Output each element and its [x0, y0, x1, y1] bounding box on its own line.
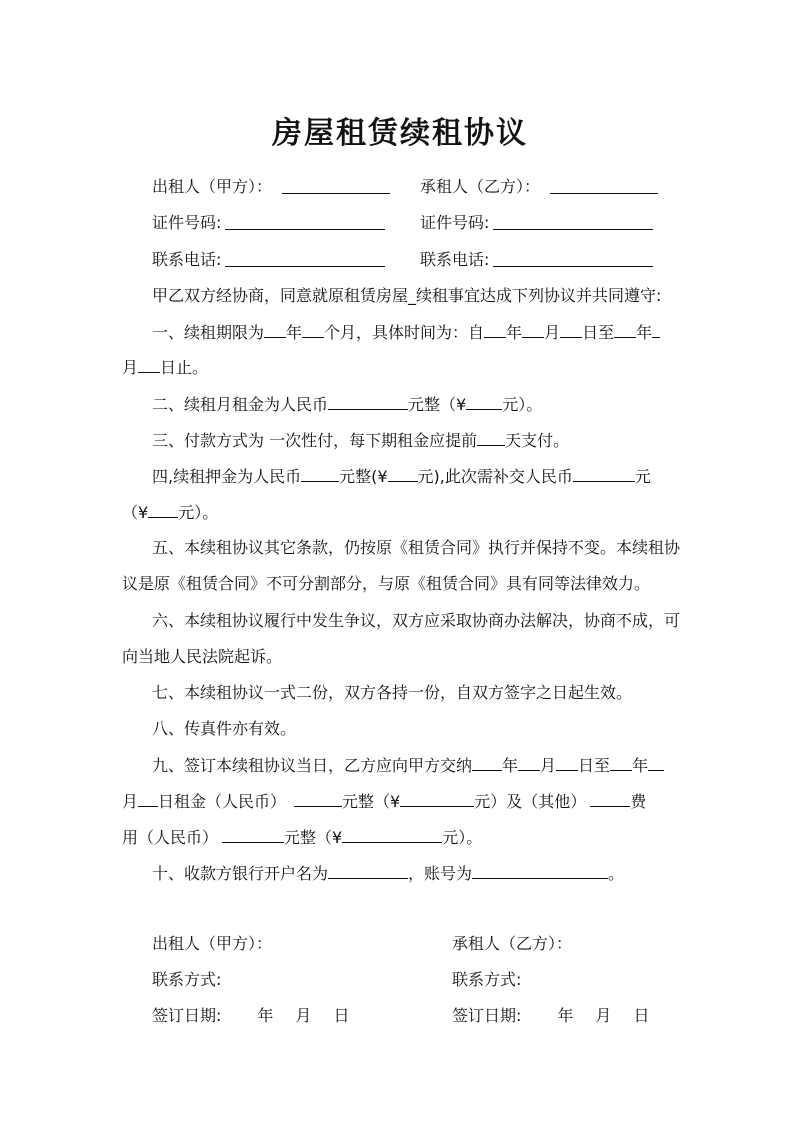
blank: [302, 322, 324, 338]
clause-4-line-1: [152, 466, 651, 487]
clause-5-line-1: 五、本续租协议其它条款，仍按原《租赁合同》执行并保持不变。本续租协: [152, 538, 681, 557]
lessor-label: 出租人（甲方）：: [152, 177, 273, 196]
clause-9-line-3: [122, 827, 482, 848]
clause-1-year: 年: [286, 323, 303, 342]
lessee-blank: [550, 178, 658, 194]
signature-lessor-date: [152, 1006, 349, 1026]
blank: [472, 863, 608, 879]
date-day: 日: [333, 1006, 350, 1025]
clause-9-text: 九、签订本续租协议当日，乙方应向甲方交纳: [152, 756, 473, 775]
blank: [301, 466, 339, 482]
lessor-field: [152, 176, 390, 197]
blank: [342, 827, 442, 843]
blank: [138, 791, 158, 807]
signature-lessee-contact: 联系方式:: [452, 970, 522, 989]
blank: [294, 791, 342, 807]
blank: [648, 755, 664, 771]
blank: [560, 322, 582, 338]
blank: [477, 430, 505, 446]
clause-1-text: 一、续租期限为: [152, 323, 265, 342]
clause-9-month: 月: [122, 792, 139, 811]
clause-9-text: 日至: [578, 756, 611, 775]
clause-3-text: 天支付。: [505, 431, 570, 450]
clause-4-text: 元整(¥: [339, 467, 388, 486]
date-month: 月: [595, 1006, 612, 1025]
lessee-id-label: 证件号码:: [420, 213, 490, 232]
clause-9-text: 费: [630, 792, 647, 811]
signature-lessee: 承租人（乙方）：: [452, 934, 573, 953]
blank: [328, 394, 408, 410]
clause-3: [152, 430, 569, 451]
date-year: 年: [557, 1006, 574, 1025]
blank: [148, 502, 178, 518]
clause-1-month: 月: [122, 358, 139, 377]
lessor-id-label: 证件号码:: [152, 213, 222, 232]
lessor-phone-label: 联系电话:: [152, 250, 222, 269]
blank: [614, 322, 636, 338]
clause-6-line-1: 六、本续租协议履行中发生争议，双方应采取协商办法解决，协商不成，可: [152, 611, 681, 630]
clause-2-text: 二、续租月租金为人民币: [152, 395, 329, 414]
lessor-phone-blank: [225, 251, 385, 267]
document-title: 房屋租赁续租协议: [272, 116, 528, 151]
blank: [484, 322, 506, 338]
clause-1-year: 年: [506, 323, 523, 342]
lessee-id-blank: [493, 214, 653, 230]
clause-2-text: 元）。: [502, 395, 543, 414]
clause-9-year: 年: [502, 756, 519, 775]
clause-1-text: 日至: [582, 323, 615, 342]
clause-7: 七、本续租协议一式二份，双方各持一份，自双方签字之日起生效。: [152, 683, 633, 702]
clause-10: [152, 863, 624, 884]
clause-1-month: 月: [544, 323, 561, 342]
signature-lessor: 出租人（甲方）：: [152, 934, 273, 953]
clause-2: [152, 394, 542, 415]
clause-6-line-2: 向当地人民法院起诉。: [122, 647, 283, 666]
clause-2-text: 元整（¥: [408, 395, 467, 414]
clause-8: 八、传真件亦有效。: [152, 719, 297, 738]
signature-lessee-date: [452, 1006, 649, 1026]
lessee-phone-label: 联系电话:: [420, 250, 490, 269]
blank: [222, 827, 284, 843]
lessee-label: 承租人（乙方）：: [420, 177, 541, 196]
lessor-id-blank: [225, 214, 385, 230]
blank: [556, 755, 578, 771]
blank: [138, 357, 160, 373]
blank: [590, 791, 630, 807]
clause-9-line-2: [122, 791, 646, 812]
lessee-field: [420, 176, 658, 197]
clause-9-month: 月: [540, 756, 557, 775]
clause-4-text: 四,续租押金为人民币: [152, 467, 302, 486]
clause-10-text: 。: [608, 864, 625, 883]
clause-10-text: 十、收款方银行开户名为: [152, 864, 329, 883]
clause-1-text: 个月，具体时间为：自: [324, 323, 485, 342]
clause-5-line-2: 议是原《租赁合同》不可分割部分，与原《租赁合同》具有同等法律效力。: [122, 574, 651, 593]
clause-4-text: 元),此次需补交人民币: [417, 467, 573, 486]
lessee-phone-field: [420, 249, 653, 270]
clause-4-text: 元: [634, 467, 651, 486]
blank: [652, 322, 660, 338]
blank: [388, 466, 418, 482]
blank: [472, 755, 502, 771]
clause-9-text: 日租金（人民币）: [158, 792, 287, 811]
blank: [518, 755, 540, 771]
clause-1-text: 日止。: [160, 358, 209, 377]
date-day: 日: [633, 1006, 650, 1025]
date-year: 年: [257, 1006, 274, 1025]
clause-4-text: 元）。: [178, 503, 219, 522]
clause-1-year: 年: [636, 323, 653, 342]
blank: [264, 322, 286, 338]
clause-10-text: ，账号为: [408, 864, 473, 883]
clause-1-line-1: [152, 322, 660, 343]
signature-lessor-contact: 联系方式:: [152, 970, 222, 989]
clause-9-year: 年: [632, 756, 649, 775]
lessor-phone-field: [152, 249, 385, 270]
clause-9-text: 元整（¥: [342, 792, 401, 811]
blank: [466, 394, 502, 410]
blank: [522, 322, 544, 338]
date-label: 签订日期:: [152, 1006, 222, 1025]
clause-3-text: 三、付款方式为 一次性付，每下期租金应提前: [152, 431, 478, 450]
lessor-blank: [282, 178, 390, 194]
clause-9-text: 元整（¥: [284, 828, 343, 847]
clause-4-text: （¥: [122, 503, 149, 522]
date-label: 签订日期:: [452, 1006, 522, 1025]
lessor-id-field: [152, 212, 385, 233]
lessee-id-field: [420, 212, 653, 233]
blank: [400, 791, 474, 807]
clause-9-text: 元）及（其他）: [474, 792, 587, 811]
intro-paragraph: 甲乙双方经协商，同意就原租赁房屋_续租事宜达成下列协议并共同遵守:: [152, 286, 662, 305]
blank: [610, 755, 632, 771]
clause-9-line-1: [152, 755, 664, 776]
clause-4-line-2: [122, 502, 218, 523]
lessee-phone-blank: [493, 251, 653, 267]
date-month: 月: [295, 1006, 312, 1025]
clause-9-text: 用（人民币）: [122, 828, 219, 847]
clause-9-text: 元）。: [442, 828, 483, 847]
blank: [328, 863, 408, 879]
clause-1-line-2: [122, 357, 208, 378]
blank: [573, 466, 635, 482]
